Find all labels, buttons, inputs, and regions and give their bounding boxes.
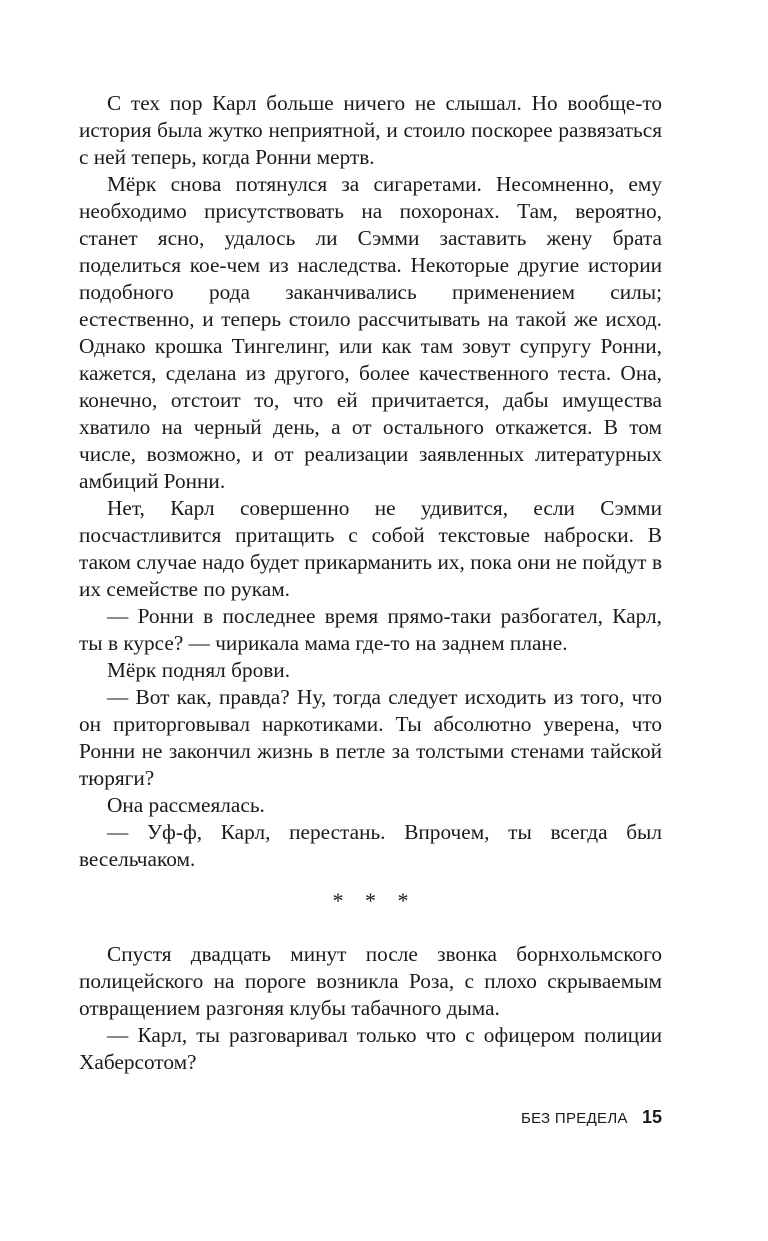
dialogue-paragraph: — Вот как, правда? Ну, тогда следует исходить из того, что он приторговывал наркотиками. Ты абсолютно уверена, что Ронни не закончил жизнь в петле за толстыми стенами тайской тюряги? [79, 685, 662, 790]
body-text [79, 90, 662, 1076]
dialogue-paragraph: — Карл, ты разговаривал только что с офицером полиции Хаберсотом? [79, 1023, 662, 1074]
paragraph: Мёрк снова потянулся за сигаретами. Несомненно, ему необходимо присутствовать на похоронах. Там, вероятно, станет ясно, удалось ли Сэмми заставить жену брата поделиться кое-чем из наследства. Некоторые другие истории подобного рода заканчивались применением силы; естественно, и теперь стоило рассчитывать на такой же исход. Однако крошка Тингелинг, или как там зовут супругу Ронни, кажется, сделана из другого, более качественного теста. Она, конечно, отстоит то, что ей причитается, дабы имущества хватило на черный день, а от остального откажется. В том числе, возможно, и от реализации заявленных литературных амбиций Ронни. [79, 172, 662, 493]
running-title: БЕЗ ПРЕДЕЛА [520, 1110, 628, 1127]
paragraph: Мёрк поднял брови. [107, 658, 291, 682]
paragraph: Нет, Карл совершенно не удивится, если Сэмми посчастливится притащить с собой текстовые наброски. В таком случае надо будет прикарманить их, пока они не пойдут в их семействе по рукам. [79, 496, 662, 601]
dialogue-paragraph: — Ронни в последнее время прямо-таки разбогател, Карл, ты в курсе? — чирикала мама где-то на заднем плане. [79, 604, 662, 655]
separator-asterisk: * [365, 888, 376, 913]
page-footer [521, 1106, 662, 1130]
scene-separator [79, 881, 662, 921]
separator-asterisk: * [397, 888, 409, 913]
dialogue-paragraph: — Уф-ф, Карл, перестань. Впрочем, ты всегда был весельчаком. [79, 820, 662, 871]
separator-asterisk: * [332, 888, 344, 913]
paragraph: Она рассмеялась. [107, 793, 265, 817]
paragraph: С тех пор Карл больше ничего не слышал. Но вообще-то история была жутко неприятной, и стоило поскорее развязаться с ней теперь, когда Ронни мертв. [79, 91, 662, 169]
paragraph: Спустя двадцать минут после звонка борнхольмского полицейского на пороге возникла Роза, с плохо скрываемым отвращением разгоняя клубы табачного дыма. [79, 942, 662, 1020]
page-number: 15 [641, 1107, 662, 1127]
